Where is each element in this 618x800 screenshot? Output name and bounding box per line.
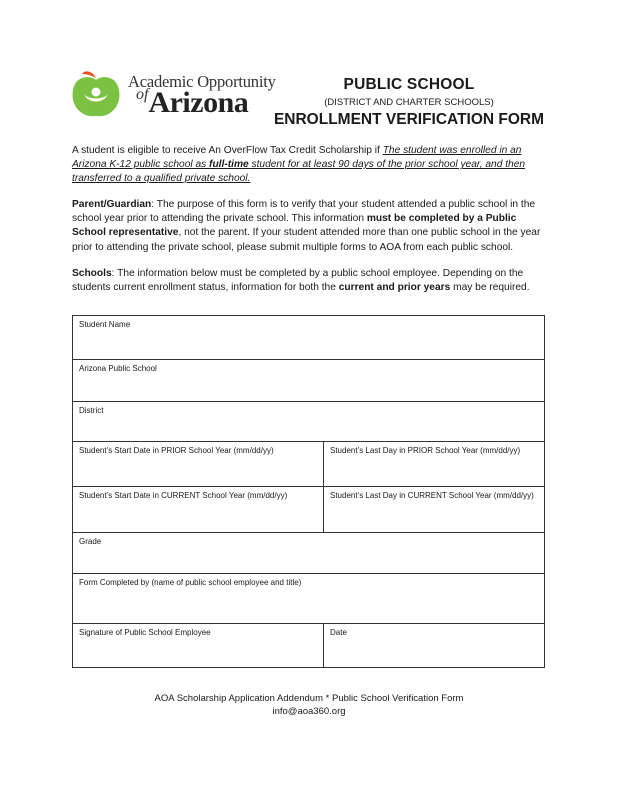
logo-of: of	[136, 86, 149, 103]
field-grade[interactable]	[73, 532, 544, 573]
parent-text-a: : The purpose of this form is to verify that your student attended a public school in the school year prior to attending the private school. This information	[72, 199, 536, 225]
aoa-logo	[70, 70, 276, 120]
field-public-school[interactable]	[73, 359, 544, 401]
row-signature	[73, 623, 544, 668]
public-school-label: Arizona Public School	[79, 364, 157, 373]
logo-line-arizona	[136, 86, 248, 120]
title-enrollment-verification: ENROLLMENT VERIFICATION FORM	[273, 111, 545, 128]
schools-bold: current and prior years	[338, 282, 451, 294]
parent-paragraph	[72, 198, 552, 255]
page-footer	[0, 692, 618, 718]
intro-paragraph	[72, 144, 552, 187]
district-label: District	[79, 406, 104, 415]
verification-form-table	[72, 315, 545, 668]
current-start-label: Student’s Start Date in CURRENT School Year (mm/dd/yy)	[79, 491, 288, 500]
row-prior-year	[73, 441, 544, 486]
grade-label: Grade	[79, 537, 102, 546]
field-prior-start-date[interactable]	[73, 442, 323, 486]
intro-text: A student is eligible to receive An OverFlow Tax Credit Scholarship if	[72, 145, 383, 156]
field-current-start-date[interactable]	[73, 487, 323, 532]
logo-arizona: Arizona	[148, 86, 249, 119]
parent-label: Parent/Guardian	[72, 199, 152, 210]
date-label: Date	[330, 628, 347, 637]
parent-bold: must be completed by a Public School representative	[72, 213, 517, 239]
field-date[interactable]	[323, 624, 545, 668]
student-name-label: Student Name	[79, 320, 131, 329]
apple-logo-icon	[70, 70, 126, 120]
field-prior-last-day[interactable]	[323, 442, 545, 486]
footer-email: info@aoa360.org	[272, 706, 346, 717]
field-district[interactable]	[73, 401, 544, 441]
schools-paragraph	[72, 267, 552, 295]
schools-text-b: may be required.	[450, 282, 530, 294]
intro-underlined-b: student for at least 90 days of the prior school year, and then transferred to a qualified private school.	[72, 159, 526, 185]
title-public-school: PUBLIC SCHOOL	[343, 76, 475, 93]
field-completed-by[interactable]	[73, 573, 544, 623]
current-last-label: Student’s Last Day in CURRENT School Year (mm/dd/yy)	[330, 491, 534, 500]
signature-label: Signature of Public School Employee	[79, 628, 211, 637]
intro-full-time: full-time	[209, 159, 249, 171]
field-signature[interactable]	[73, 624, 323, 668]
parent-text-b: , not the parent. If your student attended more than one public school in the year prior to attending the private school, please submit multiple forms to AOA from each public school.	[72, 227, 541, 253]
logo-line-academic: Academic Opportunity	[128, 72, 276, 91]
subtitle-district-charter: (DISTRICT AND CHARTER SCHOOLS)	[324, 97, 494, 108]
field-current-last-day[interactable]	[323, 487, 545, 532]
row-current-year	[73, 486, 544, 532]
completed-by-label: Form Completed by (name of public school employee and title)	[79, 578, 302, 587]
intro-underlined-a: The student was enrolled in an Arizona K-12 public school as	[72, 145, 522, 171]
footer-line-1: AOA Scholarship Application Addendum * Public School Verification Form	[154, 693, 464, 704]
field-student-name[interactable]	[73, 316, 544, 359]
prior-last-label: Student’s Last Day in PRIOR School Year (mm/dd/yy)	[330, 446, 521, 455]
prior-start-label: Student’s Start Date in PRIOR School Year (mm/dd/yy)	[79, 446, 274, 455]
schools-label: Schools	[72, 268, 112, 279]
form-title-block	[270, 76, 548, 129]
schools-text-a: : The information below must be completed by a public school employee. Depending on the students current enrollment status, information for both the	[72, 268, 524, 294]
